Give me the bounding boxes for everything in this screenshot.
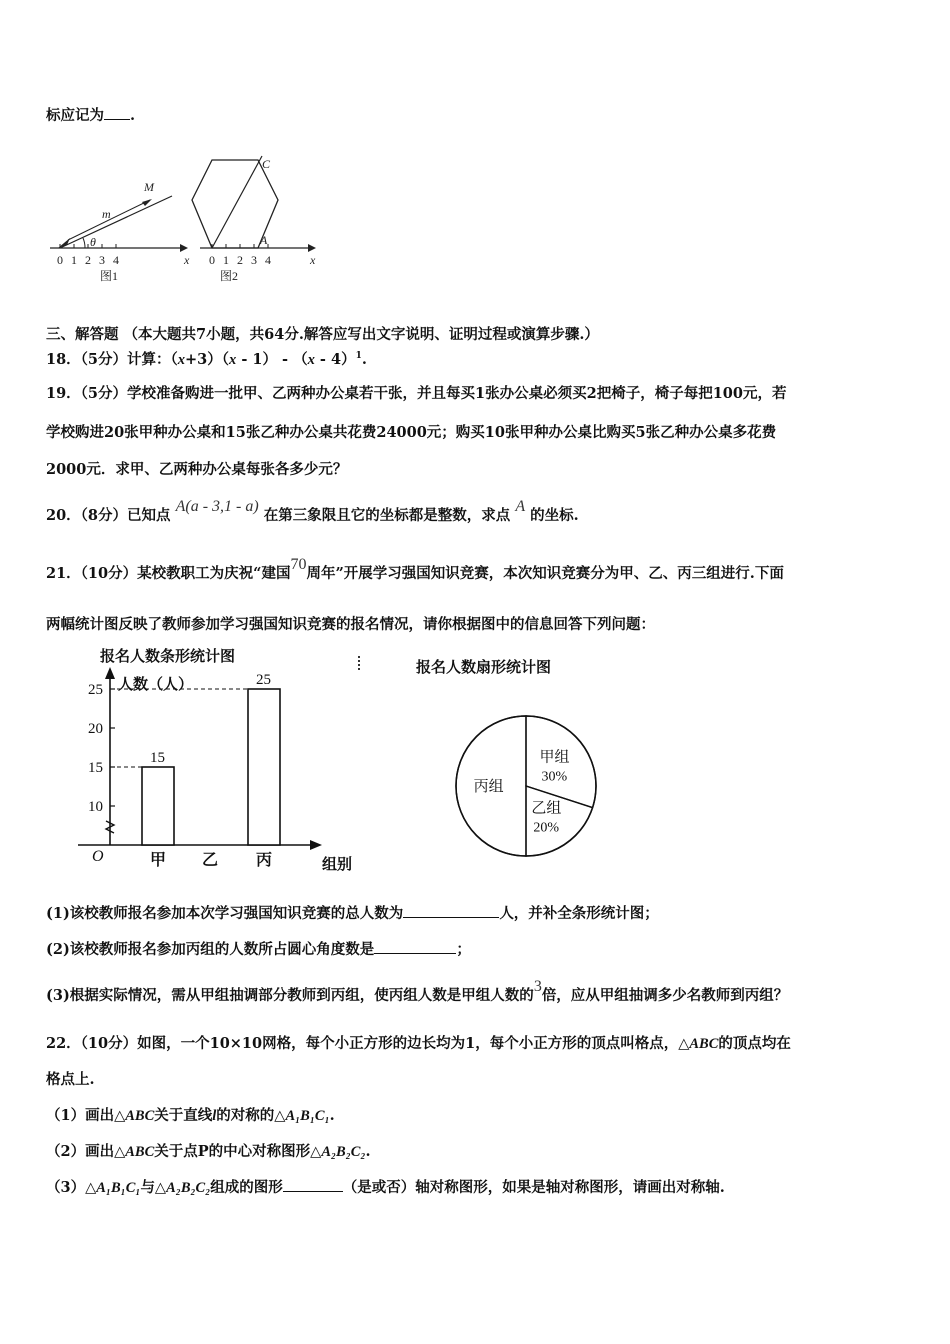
fig1-tick-label: 1 bbox=[71, 253, 77, 267]
fig1-x-label: x bbox=[184, 253, 190, 267]
pie-chart-label: 乙组 bbox=[531, 800, 562, 817]
fig1-angle-label: θ bbox=[90, 235, 96, 249]
bar-chart-bar bbox=[142, 767, 174, 845]
bar-chart-ytick-label: 10 bbox=[88, 799, 103, 815]
question-22-line2: 格点上. bbox=[46, 1071, 95, 1088]
question-22-part1: （1）画出△ABC关于直线l的对称的△A₁B₁C₁. bbox=[46, 1107, 335, 1124]
section-heading: 三、解答题 （本大题共7小题，共64分.解答应写出文字说明、证明过程或演算步骤.） bbox=[46, 326, 599, 343]
bar-chart-ytick-label: 15 bbox=[88, 760, 103, 776]
question-21-line2: 两幅统计图反映了教师参加学习强国知识竞赛的报名情况，请你根据图中的信息回答下列问题： bbox=[46, 616, 655, 633]
fig1-tick-label: 4 bbox=[113, 253, 119, 267]
fig2-tick-label: 1 bbox=[223, 253, 229, 267]
question-19-line3: 2000元．求甲、乙两种办公桌每张各多少元？ bbox=[46, 461, 348, 478]
question-21-part1: (1)该校教师报名参加本次学习强国知识竞赛的总人数为 人，并补全条形统计图； bbox=[46, 905, 659, 922]
fig2-tick-label: 2 bbox=[237, 253, 243, 267]
fig2-tick-label: 0 bbox=[209, 253, 215, 267]
pie-chart-percent: 30% bbox=[541, 769, 568, 785]
bar-chart-bar bbox=[248, 689, 280, 845]
question-22-line1: 22．（10分）如图，一个10×10网格，每个小正方形的边长均为1，每个小正方形的顶点叫格点，△ABC的顶点均在 bbox=[46, 1035, 791, 1052]
answer-blank bbox=[283, 1177, 343, 1192]
point-a-label: A bbox=[515, 498, 526, 515]
fig2-arrow bbox=[308, 244, 316, 252]
bar-chart-origin: O bbox=[92, 848, 104, 865]
bar-chart-category-label: 乙 bbox=[202, 852, 219, 869]
fig2-vertex-a: A bbox=[260, 233, 268, 247]
answer-blank bbox=[403, 903, 499, 918]
bar-chart-axis-break bbox=[106, 821, 114, 833]
answer-blank bbox=[104, 105, 130, 120]
question-22-part3: （3）△A₁B₁C₁与△A₂B₂C₂组成的图形 （是或否）轴对称图形，如果是轴对称图形，请画出对称轴. bbox=[46, 1179, 725, 1196]
bar-chart-ytick-label: 25 bbox=[88, 682, 103, 698]
bar-chart-data-label: 25 bbox=[256, 672, 271, 688]
fig1-segment-label: m bbox=[102, 207, 111, 221]
pie-chart-percent: 20% bbox=[533, 820, 560, 836]
bar-chart-category-label: 丙 bbox=[256, 852, 273, 869]
fig1-tick-label: 2 bbox=[85, 253, 91, 267]
fig2-tick-label: 3 bbox=[251, 253, 257, 267]
fig2-caption: 图2 bbox=[220, 269, 239, 283]
answer-blank bbox=[374, 939, 456, 954]
fig2-x-label: x bbox=[310, 253, 316, 267]
fig2-vertex-c: C bbox=[262, 157, 271, 171]
question-21-part3: (3)根据实际情况，需从甲组抽调部分教师到丙组，使丙组人数是甲组人数的3倍，应从甲组抽调多少名教师到丙组？ bbox=[46, 978, 789, 1004]
pie-chart-title: 报名人数扇形统计图 bbox=[416, 660, 552, 676]
fig2-tick-label: 4 bbox=[265, 253, 271, 267]
bar-chart-ylabel: 人数（人） bbox=[118, 677, 194, 693]
question-21-line1: 21．（10分）某校教职工为庆祝“建国70周年”开展学习强国知识竞赛，本次知识竞赛分为甲、乙、丙三组进行.下面 bbox=[46, 556, 784, 582]
fig1-tick-label: 0 bbox=[57, 253, 63, 267]
fig1-point-label: M bbox=[144, 180, 154, 194]
q17-tail: 标应记为 . bbox=[46, 107, 136, 124]
question-21-part2: (2)该校教师报名参加丙组的人数所占圆心角度数是 ； bbox=[46, 941, 471, 958]
bar-chart-xlabel: 组别 bbox=[322, 857, 353, 873]
bar-chart-title: 报名人数条形统计图 bbox=[100, 649, 236, 665]
question-19-line2: 学校购进20张甲种办公桌和15张乙种办公桌共花费24000元；购买10张甲种办公桌比购买5张乙种办公桌多花费 bbox=[46, 424, 777, 441]
question-18: 18．（5分）计算：（x+3）（x - 1） - （x - 4）$^1$. bbox=[46, 351, 367, 368]
fig1-arrow bbox=[180, 244, 188, 252]
bar-chart-ytick-label: 20 bbox=[88, 721, 103, 737]
bar-chart-y-arrow bbox=[105, 667, 115, 679]
bar-chart-data-label: 15 bbox=[150, 750, 165, 766]
question-20: 20．（8分）已知点 A(a - 3,1 - a) 在第三象限且它的坐标都是整数，求点 A 的坐标. bbox=[46, 498, 579, 524]
bar-chart-x-arrow bbox=[310, 840, 322, 850]
fig1-tick-label: 3 bbox=[99, 253, 105, 267]
bar-chart bbox=[70, 645, 380, 875]
bar-chart-category-label: 甲 bbox=[150, 852, 167, 869]
vertical-dots bbox=[358, 656, 362, 670]
point-a-formula: A(a - 3,1 - a) bbox=[175, 498, 259, 515]
fig1-caption: 图1 bbox=[100, 269, 119, 283]
question-19-line1: 19．（5分）学校准备购进一批甲、乙两种办公桌若干张，并且每买1张办公桌必须买2把椅子，椅子每把100元，若 bbox=[46, 385, 787, 402]
geometry-figures bbox=[40, 148, 330, 288]
pie-chart-label: 甲组 bbox=[539, 749, 570, 766]
question-22-part2: （2）画出△ABC关于点P的中心对称图形△A₂B₂C₂. bbox=[46, 1143, 371, 1160]
pie-chart-label: 丙组 bbox=[473, 779, 504, 795]
pie-chart bbox=[400, 650, 620, 870]
